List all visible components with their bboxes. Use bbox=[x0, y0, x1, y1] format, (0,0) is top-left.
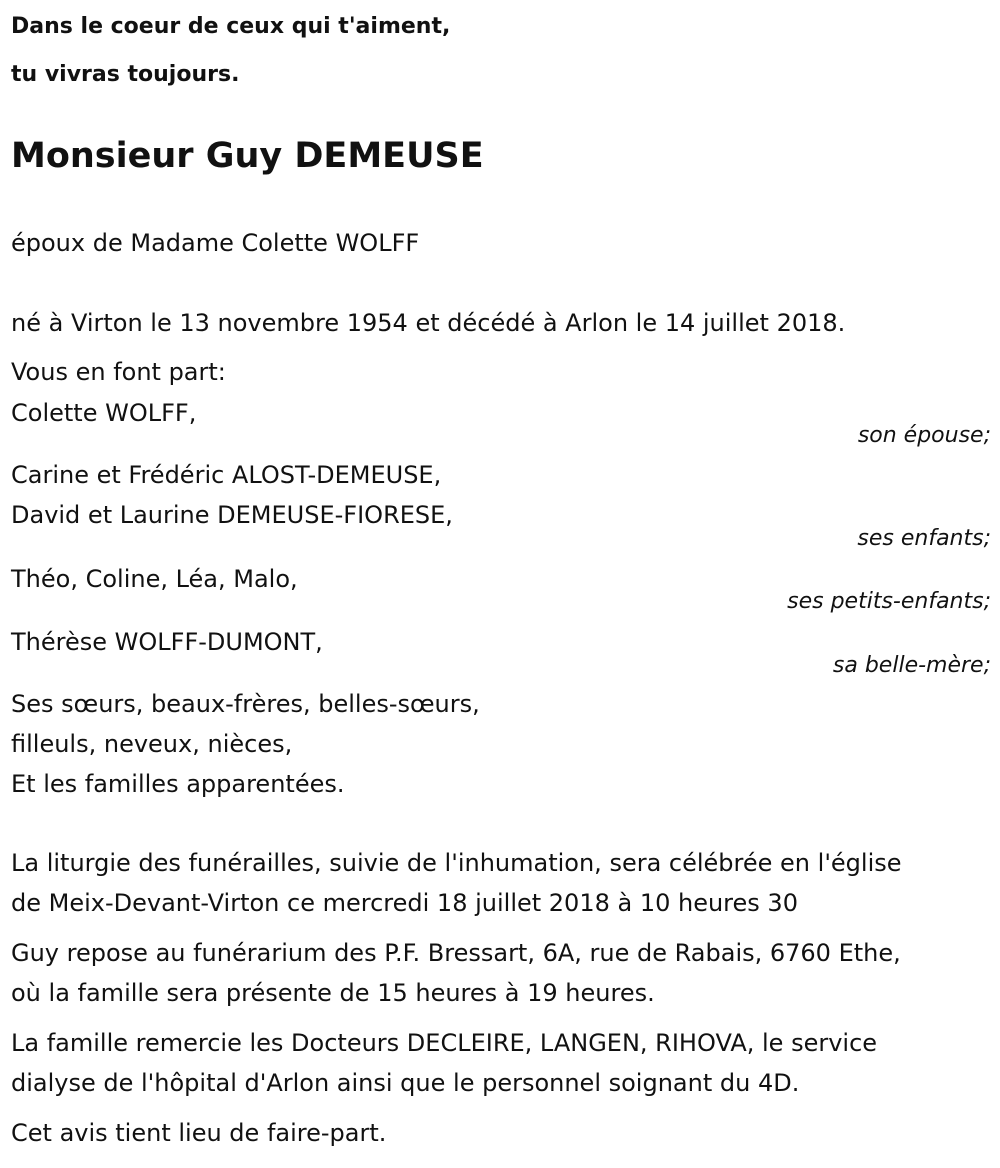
funeral-line-1: La liturgie des funérailles, suivie de l'inhumation, sera célébrée en l'église bbox=[11, 849, 902, 877]
announce-line: Vous en font part: bbox=[11, 358, 226, 386]
rest-line-2: où la famille sera présente de 15 heures à 19 heures. bbox=[11, 979, 655, 1007]
thanks-line-1: La famille remercie les Docteurs DECLEIRE, LANGEN, RIHOVA, le service bbox=[11, 1029, 878, 1057]
family-mother-in-law-role: sa belle-mère; bbox=[832, 653, 991, 678]
birth-death-line: né à Virton le 13 novembre 1954 et décédé à Arlon le 14 juillet 2018. bbox=[11, 309, 846, 337]
epigraph-line-1: Dans le coeur de ceux qui t'aiment, bbox=[11, 14, 451, 39]
family-children-role: ses enfants; bbox=[857, 526, 991, 551]
epigraph-line-2: tu vivras toujours. bbox=[11, 62, 240, 87]
family-wife-role: son épouse; bbox=[857, 423, 991, 448]
family-others-2: filleuls, neveux, nièces, bbox=[11, 730, 293, 758]
spouse-line: époux de Madame Colette WOLFF bbox=[11, 229, 420, 257]
deceased-name: Monsieur Guy DEMEUSE bbox=[11, 136, 484, 176]
rest-line-1: Guy repose au funérarium des P.F. Bressart, 6A, rue de Rabais, 6760 Ethe, bbox=[11, 939, 901, 967]
family-wife: Colette WOLFF, bbox=[11, 399, 197, 427]
family-grandchildren: Théo, Coline, Léa, Malo, bbox=[11, 565, 298, 593]
family-grandchildren-role: ses petits-enfants; bbox=[787, 589, 991, 614]
family-child-2: David et Laurine DEMEUSE-FIORESE, bbox=[11, 501, 453, 529]
family-child-1: Carine et Frédéric ALOST-DEMEUSE, bbox=[11, 461, 442, 489]
family-others-3: Et les familles apparentées. bbox=[11, 770, 345, 798]
thanks-line-2: dialyse de l'hôpital d'Arlon ainsi que le personnel soignant du 4D. bbox=[11, 1069, 800, 1097]
family-mother-in-law: Thérèse WOLFF-DUMONT, bbox=[11, 628, 323, 656]
closing-line: Cet avis tient lieu de faire-part. bbox=[11, 1119, 387, 1147]
funeral-line-2: de Meix-Devant-Virton ce mercredi 18 juillet 2018 à 10 heures 30 bbox=[11, 889, 798, 917]
family-others-1: Ses sœurs, beaux-frères, belles-sœurs, bbox=[11, 690, 480, 718]
